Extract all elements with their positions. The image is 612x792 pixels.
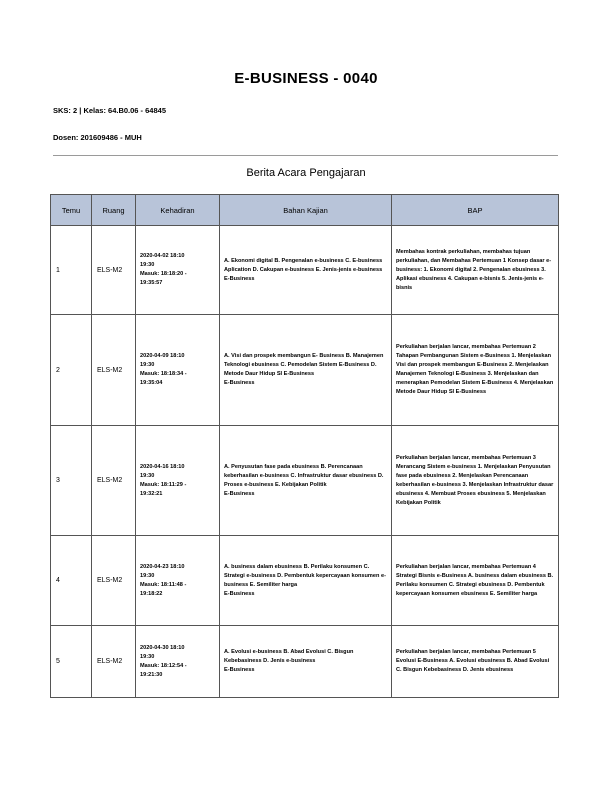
cell-temu: 3 — [51, 426, 92, 536]
cell-ruang: ELS-M2 — [92, 315, 136, 426]
cell-ruang: ELS-M2 — [92, 536, 136, 626]
cell-temu: 2 — [51, 315, 92, 426]
cell-bap: Membahas kontrak perkuliahan, membahas tujuan perkuliahan, dan Membahas Pertemuan 1 Konsep dasar e-business: 1. Ekonomi digital 2. Pengenalan ebusiness 3. Aplikasi ebusiness 4. Cakupan e-bisnis 5. Jenis-jenis e-bisnis — [392, 226, 559, 315]
document-title: E-BUSINESS - 0040 — [234, 70, 378, 87]
cell-kehadiran: 2020-04-30 18:10 19:30 Masuk: 18:12:54 - 19:21:30 — [136, 626, 220, 698]
cell-bahan-kajian: A. business dalam ebusiness B. Perilaku konsumen C. Strategi e-business D. Pembentuk kepercayaan konsumen e-business E. Semiliter harga E-Business — [220, 536, 392, 626]
header-bap: BAP — [392, 195, 559, 226]
table-row — [51, 426, 559, 536]
cell-ruang: ELS-M2 — [92, 626, 136, 698]
course-meta: SKS: 2 | Kelas: 64.B0.06 - 64845 — [53, 106, 166, 115]
header-temu: Temu — [51, 195, 92, 226]
cell-bahan-kajian: A. Visi dan prospek membangun E- Business B. Manajemen Teknologi ebusiness C. Pemodelan Sistem E-Business D. Metode Daur Hidup SI E-Business E-Business — [220, 315, 392, 426]
header-ruang: Ruang — [92, 195, 136, 226]
cell-bap: Perkuliahan berjalan lancar, membahas Pertemuan 5 Evolusi E-Business A. Evolusi ebusiness B. Abad Evolusi C. Bisgun Kebebasiness D. Jenis ebusiness — [392, 626, 559, 698]
lecturer-meta: Dosen: 201609486 - MUH — [53, 133, 142, 142]
cell-temu: 1 — [51, 226, 92, 315]
attendance-table — [50, 194, 559, 698]
cell-temu: 4 — [51, 536, 92, 626]
table-row — [51, 626, 559, 698]
table-row — [51, 315, 559, 426]
table-row — [51, 226, 559, 315]
cell-bap: Perkuliahan berjalan lancar, membahas Pertemuan 3 Merancang Sistem e-business 1. Menjelaskan Penyusutan fase pada ebusiness 2. Menjelaskan Perencanaan keberhasilan e-business 3. Menjelaskan Infrastruktur dasar ebusiness 4. Membuat Proses ebusiness 5. Menjelaskan Kebijakan Politik — [392, 426, 559, 536]
section-title: Berita Acara Pengajaran — [246, 167, 366, 179]
table-row — [51, 536, 559, 626]
cell-bahan-kajian: A. Evolusi e-business B. Abad Evolusi C. Bisgun Kebebasiness D. Jenis e-business E-Business — [220, 626, 392, 698]
header-bahan-kajian: Bahan Kajian — [220, 195, 392, 226]
divider — [53, 155, 558, 156]
cell-temu: 5 — [51, 626, 92, 698]
cell-bahan-kajian: A. Ekonomi digital B. Pengenalan e-business C. E-business Aplication D. Cakupan e-business E. Jenis-jenis e-business E-Business — [220, 226, 392, 315]
cell-kehadiran: 2020-04-02 18:10 19:30 Masuk: 18:18:20 - 19:35:57 — [136, 226, 220, 315]
cell-kehadiran: 2020-04-23 18:10 19:30 Masuk: 18:11:48 - 19:18:22 — [136, 536, 220, 626]
cell-ruang: ELS-M2 — [92, 426, 136, 536]
cell-bap: Perkuliahan berjalan lancar, membahas Pertemuan 2 Tahapan Pembangunan Sistem e-Business 1. Menjelaskan Visi dan prospek membangun E-Business 2. Menjelaskan Manajemen Teknologi E-Business 3. Menjelaskan dan menerapkan Pemodelan Sistem E-Business 4. Menjelaskan Metode Daur Hidup SI E-Business — [392, 315, 559, 426]
table-header-row — [51, 195, 559, 226]
cell-bap: Perkuliahan berjalan lancar, membahas Pertemuan 4 Strategi Bisnis e-Business A. business dalam ebusiness B. Perilaku konsumen C. Strategi ebusiness D. Pembentuk kepercayaan konsumen ebusiness E. Semiliter harga — [392, 536, 559, 626]
cell-bahan-kajian: A. Penyusutan fase pada ebusiness B. Perencanaan keberhasilan e-business C. Infrastruktur dasar ebusiness D. Proses e-business E. Kebijakan Politik E-Business — [220, 426, 392, 536]
cell-kehadiran: 2020-04-16 18:10 19:30 Masuk: 18:11:29 - 19:32:21 — [136, 426, 220, 536]
header-kehadiran: Kehadiran — [136, 195, 220, 226]
cell-kehadiran: 2020-04-09 18:10 19:30 Masuk: 18:18:34 - 19:35:04 — [136, 315, 220, 426]
cell-ruang: ELS-M2 — [92, 226, 136, 315]
